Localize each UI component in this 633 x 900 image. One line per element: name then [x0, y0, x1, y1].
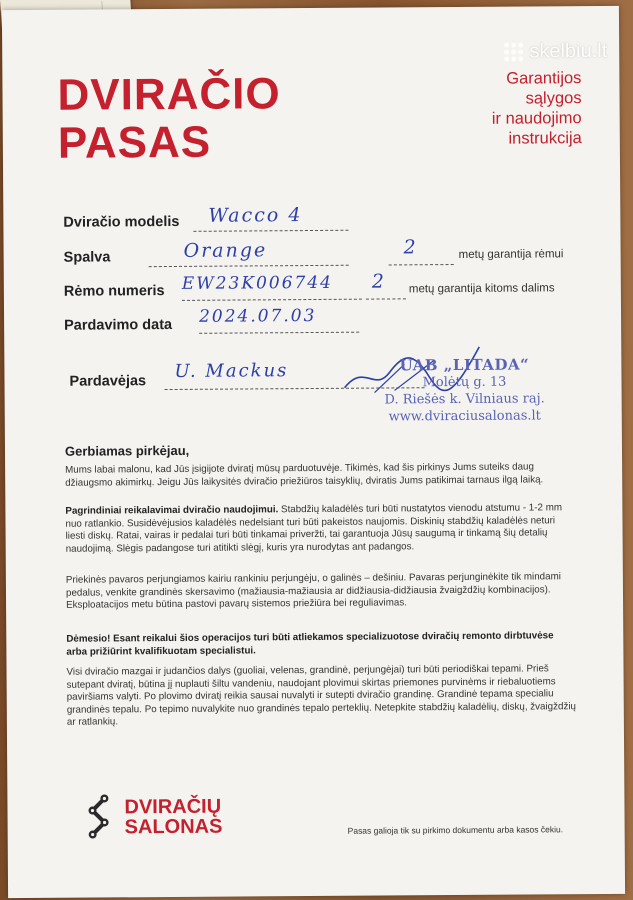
seller-value: U. Mackus [174, 360, 289, 382]
parts-warranty-label: metų garantija kitoms dalims [408, 282, 555, 296]
stamp-town: D. Riešės k. Vilniaus raj. [384, 391, 545, 408]
sale-date-line [199, 332, 359, 334]
frame-warranty-label: metų garantija rėmui [458, 248, 564, 261]
title-line-2: PASAS [57, 117, 212, 168]
sale-date-value: 2024.07.03 [198, 305, 317, 327]
model-line [193, 230, 348, 232]
frame-warranty-value: 2 [403, 236, 418, 259]
paragraph-attention: Dėmesio! Esant reikalui šios operacijos turi būti atliekamos specializuotose dviračių remonto dirbtuvėse arba prižiūrint kvalifikuotam specialistui. [66, 630, 554, 658]
greeting: Gerbiamas pirkėjau, [64, 442, 190, 459]
seller-label: Pardavėjas [69, 373, 147, 390]
title-line-1: DVIRAČIO [57, 69, 281, 120]
paragraph-requirements [65, 502, 575, 556]
company-stamp [369, 356, 559, 425]
watermark-dots-icon [504, 43, 523, 62]
subtitle-line-2: sąlygos [525, 89, 582, 108]
logo-line-1: DVIRAČIŲ [124, 795, 222, 819]
parts-warranty-value: 2 [371, 270, 386, 293]
frame-number-line [182, 299, 362, 301]
model-label: Dviračio modelis [63, 213, 180, 231]
watermark-text: skelbiu.lt [529, 39, 608, 63]
subtitle-line-3: ir naudojimo [491, 109, 582, 128]
frame-warranty-line [389, 264, 454, 265]
subtitle-line-4: instrukcija [508, 129, 582, 148]
sale-date-label: Pardavimo data [64, 316, 173, 334]
watermark [504, 40, 607, 64]
stamp-company-name: UAB „LITADA“ [399, 355, 530, 375]
color-value: Orange [183, 239, 268, 262]
stamp-website: www.dviraciusalonas.lt [388, 408, 541, 425]
model-value: Wacco 4 [208, 204, 303, 227]
paragraph-gears: Priekinės pavaros perjungiamos kairiu rankiniu perjungėju, o galinės – dešiniu. Pavaras perjunginėkite tik mindami pedalus, venkite grandinės skersavimo (mažiausia-mažiausia ar didžiausia-didžiausia žvaigždžių kombinacijos). Eksploatacijos metu būtina pastovi pavarų sistemos priežiūra bei reguliavimas. [65, 571, 561, 611]
footer-note: Pasas galioja tik su pirkimo dokumentu arba kasos čekiu. [347, 824, 564, 836]
logo-line-2: SALONAS [124, 815, 223, 839]
requirements-heading: Pagrindiniai reikalavimai dviračio naudojimui. [65, 504, 279, 517]
frame-number-label: Rėmo numeris [63, 283, 165, 300]
stamp-street: Molėtų g. 13 [422, 374, 507, 391]
parts-warranty-line [366, 298, 406, 299]
requirements-text: Stabdžių kaladėlės turi būti nustatytos vienodu atstumu - 1-2 mm nuo ratlankio. Susidėvėjusios kaladėlės nedelsiant turi būti pakeistos naujomis. Diskinių stabdžių kaladėlės neturi liesti diskų. Ratai, vairas ir pedalai turi būti tinkamai priveržti, tai garantuoja Jūsų saugumą ir tinkamą šių detalių naudojimą. Slėgis padangose turi atitikti slėgį, kuris yra nurodytas ant padangos. [65, 502, 563, 555]
paragraph-maintenance: Visi dviračio mazgai ir judančios dalys (guoliai, velenas, grandinė, perjungėjai) turi būti periodiškai tepami. Prieš sutepant dviratį, būtina jį nuplauti šiltu vandeniu, naudojant plovimui skirtas priemones purvinėms ir riebaluotiems paviršiams valyti. Po plovimo dviratį reikia sausai nuvalyti ir sutepti dviračio grandinę. Grandinė tepama specialiu grandinės tepalu. Po tepimo nuvalykite nuo grandinės tepalo perteklių. Netepkite stabdžių kaladėlių, diskų, žvaigždžių ar ratlankių. [66, 663, 577, 729]
color-line [149, 265, 349, 267]
document-subtitle [421, 68, 582, 149]
document-title [57, 70, 281, 168]
frame-number-value: EW23K006744 [181, 272, 334, 294]
dviraciu-salonas-logo [82, 794, 222, 841]
subtitle-line-1: Garantijos [506, 69, 582, 88]
bike-chain-icon [82, 794, 116, 840]
color-label: Spalva [63, 249, 111, 266]
bicycle-passport-document [2, 6, 625, 898]
paragraph-intro: Mums labai malonu, kad Jūs įsigijote dviratį mūsų parduotuvėje. Tikimės, kad šis pirkinys Jums suteiks daug džiaugsmo akimirkų. Jeigu Jūs laikysitės dviračio priežiūros taisyklių, dviratis Jums patikimai tarnaus ilgą laiką. [65, 461, 544, 489]
